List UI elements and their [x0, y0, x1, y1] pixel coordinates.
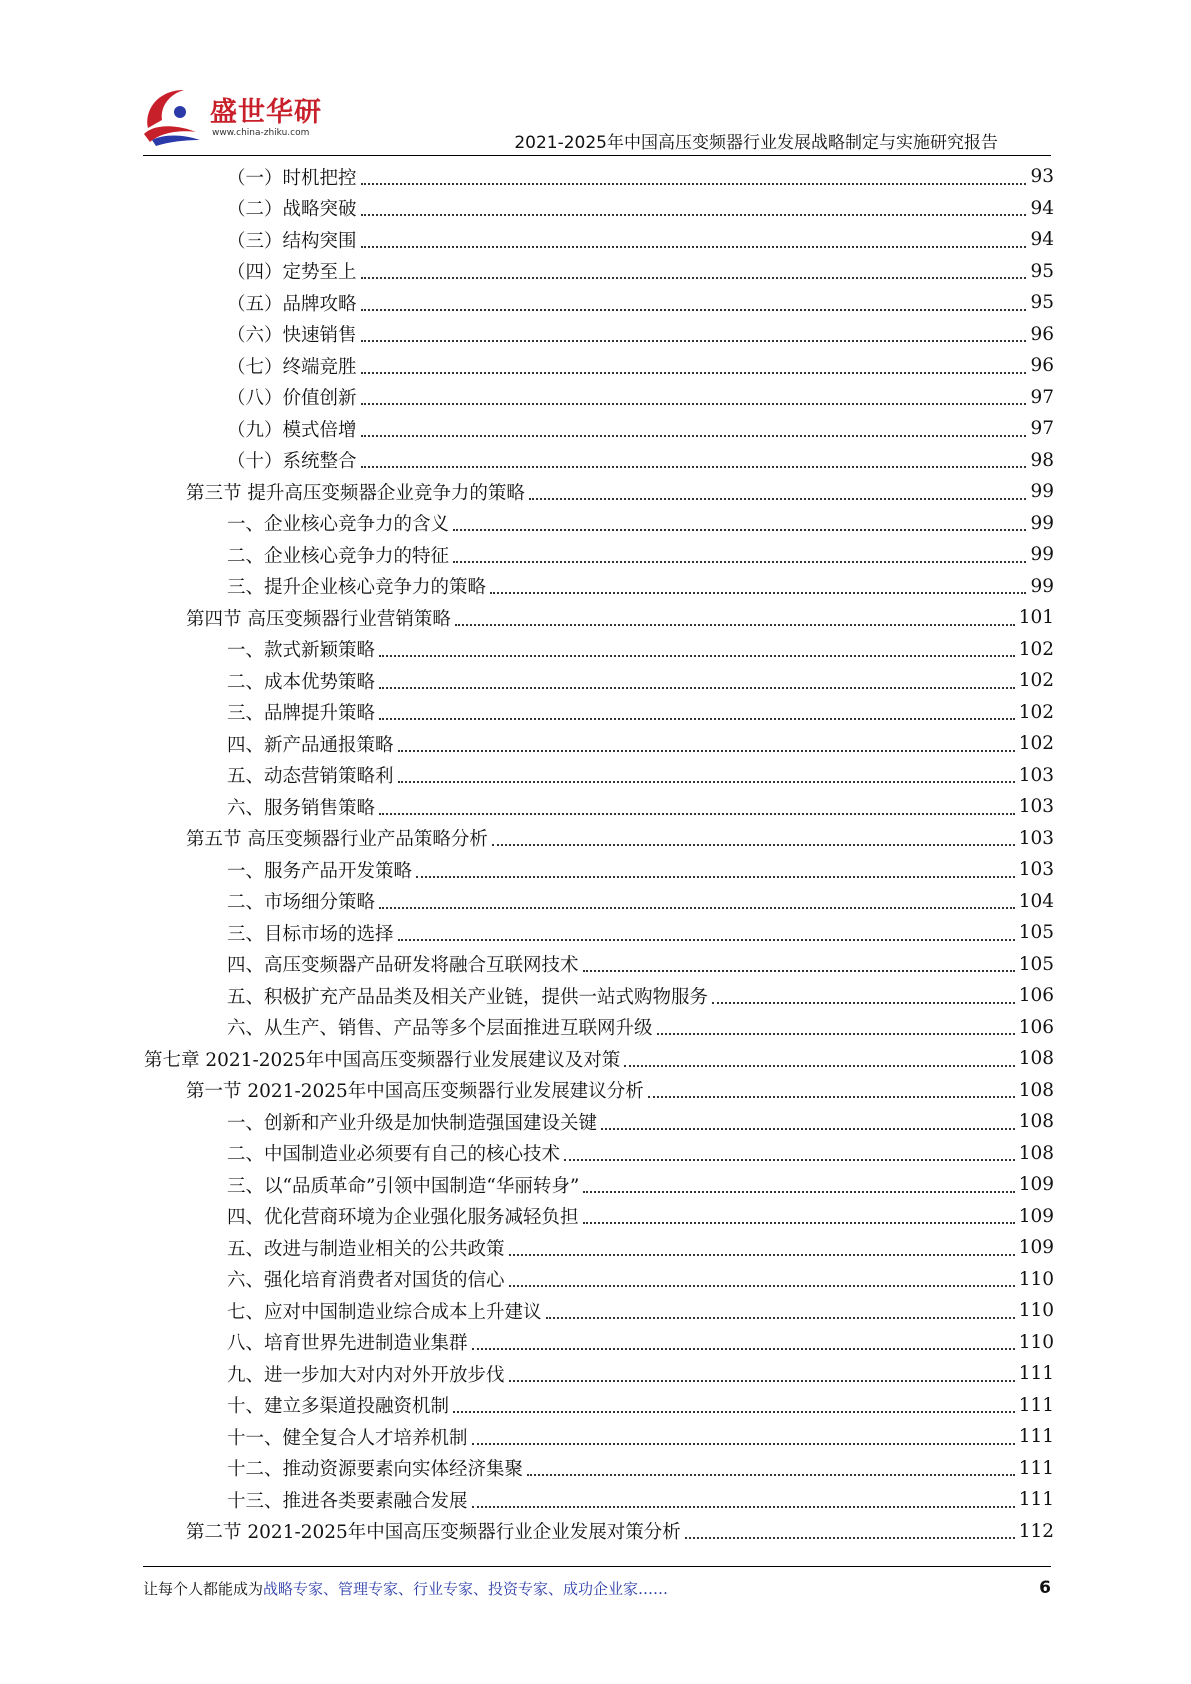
toc-entry-page: 101	[1018, 607, 1054, 629]
toc-dot-leader	[361, 214, 1027, 216]
toc-dot-leader	[361, 403, 1027, 405]
toc-dot-leader	[361, 340, 1027, 342]
header-divider	[143, 155, 1051, 156]
toc-entry-label: （八）价值创新	[227, 388, 357, 410]
toc-entry[interactable]	[227, 1232, 1054, 1264]
toc-dot-leader	[379, 718, 1015, 720]
toc-dot-leader	[455, 624, 1015, 626]
toc-entry-page: 111	[1018, 1394, 1054, 1416]
toc-entry-page: 94	[1030, 197, 1054, 219]
toc-entry-page: 99	[1030, 481, 1054, 503]
toc-entry-page: 97	[1030, 386, 1054, 408]
toc-entry[interactable]	[186, 1516, 1054, 1548]
toc-dot-leader	[416, 876, 1015, 878]
logo-url: www.china-zhiku.com	[212, 128, 310, 138]
toc-entry-label: （五）品牌攻略	[227, 293, 357, 315]
toc-entry[interactable]	[227, 1169, 1054, 1201]
toc-entry[interactable]	[186, 602, 1054, 634]
toc-entry-label: 第二节 2021-2025年中国高压变频器行业企业发展对策分析	[186, 1522, 681, 1544]
toc-entry-page: 102	[1018, 701, 1054, 723]
toc-entry-page: 98	[1030, 449, 1054, 471]
toc-entry-page: 109	[1018, 1237, 1054, 1259]
toc-dot-leader	[601, 1128, 1015, 1130]
toc-entry-page: 106	[1018, 985, 1054, 1007]
page-header	[0, 0, 1191, 160]
toc-dot-leader	[564, 1159, 1015, 1161]
toc-entry-page: 103	[1018, 796, 1054, 818]
toc-entry-page: 106	[1018, 1016, 1054, 1038]
toc-dot-leader	[583, 1191, 1014, 1193]
toc-entry[interactable]	[227, 1484, 1054, 1516]
toc-entry-page: 99	[1030, 512, 1054, 534]
toc-entry-label: 二、企业核心竞争力的特征	[227, 545, 450, 567]
toc-entry-label: （七）终端竞胜	[227, 356, 357, 378]
toc-entry[interactable]	[227, 1327, 1054, 1359]
toc-entry-label: 二、成本优势策略	[227, 671, 376, 693]
toc-entry-label: 六、服务销售策略	[227, 797, 376, 819]
toc-entry-label: 四、优化营商环境为企业强化服务减轻负担	[227, 1207, 579, 1229]
page-number: 6	[1039, 1578, 1051, 1598]
toc-entry[interactable]	[227, 1358, 1054, 1390]
toc-dot-leader	[648, 1096, 1015, 1098]
toc-entry[interactable]	[227, 319, 1054, 351]
toc-entry[interactable]	[227, 980, 1054, 1012]
toc-entry-page: 103	[1018, 859, 1054, 881]
toc-dot-leader	[398, 781, 1015, 783]
toc-entry-page: 104	[1018, 890, 1054, 912]
toc-entry-page: 109	[1018, 1174, 1054, 1196]
toc-entry-label: 八、培育世界先进制造业集群	[227, 1333, 468, 1355]
toc-entry[interactable]	[227, 791, 1054, 823]
toc-entry-page: 99	[1030, 575, 1054, 597]
toc-dot-leader	[509, 1285, 1015, 1287]
toc-entry[interactable]	[227, 350, 1054, 382]
toc-dot-leader	[379, 907, 1015, 909]
toc-dot-leader	[472, 1506, 1015, 1508]
toc-entry-label: 六、强化培育消费者对国货的信心	[227, 1270, 505, 1292]
toc-dot-leader	[361, 435, 1027, 437]
toc-entry-label: 一、服务产品开发策略	[227, 860, 413, 882]
toc-entry[interactable]	[227, 1201, 1054, 1233]
toc-entry-page: 111	[1018, 1489, 1054, 1511]
toc-dot-leader	[583, 970, 1015, 972]
toc-dot-leader	[583, 1222, 1015, 1224]
toc-entry-page: 95	[1030, 292, 1054, 314]
toc-entry-label: 四、高压变频器产品研发将融合互联网技术	[227, 955, 579, 977]
toc-entry[interactable]	[227, 256, 1054, 288]
toc-entry-label: 第五节 高压变频器行业产品策略分析	[186, 829, 488, 851]
toc-entry[interactable]	[227, 382, 1054, 414]
report-title: 2021-2025年中国高压变频器行业发展战略制定与实施研究报告	[514, 133, 998, 153]
toc-entry-page: 103	[1018, 764, 1054, 786]
toc-dot-leader	[712, 1002, 1015, 1004]
toc-entry[interactable]	[227, 1264, 1054, 1296]
toc-dot-leader	[398, 939, 1015, 941]
toc-entry[interactable]	[227, 571, 1054, 603]
toc-entry-page: 105	[1018, 922, 1054, 944]
toc-entry[interactable]	[227, 1390, 1054, 1422]
toc-dot-leader	[453, 529, 1026, 531]
toc-dot-leader	[453, 1411, 1015, 1413]
toc-dot-leader	[379, 655, 1015, 657]
toc-entry[interactable]	[227, 1453, 1054, 1485]
toc-entry-label: 一、企业核心竞争力的含义	[227, 514, 450, 536]
toc-dot-leader	[398, 750, 1015, 752]
toc-dot-leader	[361, 466, 1027, 468]
toc-entry[interactable]	[227, 728, 1054, 760]
toc-dot-leader	[361, 246, 1027, 248]
toc-entry[interactable]	[186, 476, 1054, 508]
toc-entry-page: 93	[1030, 166, 1054, 188]
toc-entry-page: 95	[1030, 260, 1054, 282]
toc-dot-leader	[361, 277, 1027, 279]
toc-entry[interactable]	[227, 224, 1054, 256]
toc-entry-label: 五、动态营销策略利	[227, 766, 394, 788]
toc-entry-label: 第七章 2021-2025年中国高压变频器行业发展建议及对策	[144, 1049, 621, 1071]
toc-dot-leader	[490, 592, 1026, 594]
toc-entry-page: 102	[1018, 638, 1054, 660]
toc-entry[interactable]	[227, 634, 1054, 666]
toc-entry-label: （二）战略突破	[227, 199, 357, 221]
toc-entry[interactable]	[227, 287, 1054, 319]
toc-entry-page: 108	[1018, 1142, 1054, 1164]
logo-swoosh-icon	[140, 84, 206, 148]
toc-entry-label: 三、提升企业核心竞争力的策略	[227, 577, 487, 599]
toc-entry-page: 103	[1018, 827, 1054, 849]
toc-entry[interactable]	[227, 760, 1054, 792]
toc-entry[interactable]	[227, 1012, 1054, 1044]
toc-entry[interactable]	[227, 508, 1054, 540]
footer-slogan-roles: 战略专家、管理专家、行业专家、投资专家、成功企业家……	[263, 1580, 669, 1598]
toc-dot-leader	[361, 372, 1027, 374]
company-logo	[140, 84, 340, 148]
page-footer	[143, 1578, 1051, 1608]
toc-dot-leader	[492, 844, 1015, 846]
toc-entry[interactable]	[227, 665, 1054, 697]
toc-entry-label: （四）定势至上	[227, 262, 357, 284]
toc-entry-page: 108	[1018, 1079, 1054, 1101]
toc-entry[interactable]	[227, 886, 1054, 918]
toc-entry-label: 七、应对中国制造业综合成本上升建议	[227, 1301, 542, 1323]
toc-dot-leader	[472, 1443, 1015, 1445]
toc-entry[interactable]	[227, 697, 1054, 729]
toc-entry[interactable]	[144, 1043, 1054, 1075]
toc-dot-leader	[361, 309, 1027, 311]
footer-divider	[143, 1566, 1051, 1567]
toc-entry-label: 第三节 提升高压变频器企业竞争力的策略	[186, 482, 525, 504]
toc-entry-label: 十一、健全复合人才培养机制	[227, 1427, 468, 1449]
toc-dot-leader	[527, 1474, 1015, 1476]
toc-entry-page: 96	[1030, 323, 1054, 345]
toc-entry-label: 六、从生产、销售、产品等多个层面推进互联网升级	[227, 1018, 653, 1040]
toc-entry[interactable]	[227, 1106, 1054, 1138]
toc-entry-page: 109	[1018, 1205, 1054, 1227]
toc-entry-label: （三）结构突围	[227, 230, 357, 252]
toc-entry[interactable]	[227, 413, 1054, 445]
toc-entry-label: 九、进一步加大对内对外开放步伐	[227, 1364, 505, 1386]
toc-dot-leader	[379, 687, 1015, 689]
toc-dot-leader	[361, 183, 1027, 185]
toc-entry-page: 110	[1018, 1331, 1054, 1353]
toc-entry-page: 94	[1030, 229, 1054, 251]
toc-entry-page: 111	[1018, 1363, 1054, 1385]
toc-entry-page: 102	[1018, 670, 1054, 692]
toc-entry-label: （一）时机把控	[227, 167, 357, 189]
toc-dot-leader	[529, 498, 1027, 500]
toc-entry-label: 二、市场细分策略	[227, 892, 376, 914]
toc-dot-leader	[379, 813, 1015, 815]
toc-entry[interactable]	[227, 1295, 1054, 1327]
toc-entry-page: 111	[1018, 1457, 1054, 1479]
table-of-contents	[0, 161, 1191, 1547]
toc-entry-label: 一、款式新颖策略	[227, 640, 376, 662]
toc-entry[interactable]	[227, 161, 1054, 193]
toc-entry-page: 102	[1018, 733, 1054, 755]
toc-entry-label: （六）快速销售	[227, 325, 357, 347]
toc-dot-leader	[657, 1033, 1015, 1035]
toc-dot-leader	[624, 1065, 1014, 1067]
toc-entry-label: 四、新产品通报策略	[227, 734, 394, 756]
toc-entry-page: 110	[1018, 1268, 1054, 1290]
toc-entry-page: 105	[1018, 953, 1054, 975]
toc-entry-label: 十、建立多渠道投融资机制	[227, 1396, 450, 1418]
toc-dot-leader	[509, 1254, 1015, 1256]
toc-entry[interactable]	[227, 539, 1054, 571]
footer-slogan-prefix: 让每个人都能成为	[143, 1580, 264, 1598]
toc-entry-label: 一、创新和产业升级是加快制造强国建设关键	[227, 1112, 598, 1134]
toc-entry-page: 112	[1018, 1520, 1054, 1542]
toc-dot-leader	[546, 1317, 1015, 1319]
toc-entry-page: 108	[1018, 1048, 1054, 1070]
toc-entry-page: 110	[1018, 1300, 1054, 1322]
toc-entry[interactable]	[186, 823, 1054, 855]
toc-entry[interactable]	[227, 1421, 1054, 1453]
toc-entry-label: 三、目标市场的选择	[227, 923, 394, 945]
toc-entry-page: 111	[1018, 1426, 1054, 1448]
toc-entry-label: 十二、推动资源要素向实体经济集聚	[227, 1459, 524, 1481]
toc-entry-label: 第四节 高压变频器行业营销策略	[186, 608, 451, 630]
toc-entry-label: 五、积极扩充产品品类及相关产业链，提供一站式购物服务	[227, 986, 709, 1008]
toc-entry-label: 五、改进与制造业相关的公共政策	[227, 1238, 505, 1260]
toc-entry-page: 108	[1018, 1111, 1054, 1133]
logo-name: 盛世华研	[210, 97, 322, 128]
toc-entry-label: （十）系统整合	[227, 451, 357, 473]
toc-entry-label: （九）模式倍增	[227, 419, 357, 441]
toc-entry-label: 三、以“品质革命”引领中国制造“华丽转身”	[227, 1175, 580, 1197]
toc-entry[interactable]	[227, 1138, 1054, 1170]
toc-entry-page: 97	[1030, 418, 1054, 440]
toc-entry-label: 第一节 2021-2025年中国高压变频器行业发展建议分析	[186, 1081, 644, 1103]
toc-entry[interactable]	[227, 445, 1054, 477]
toc-entry[interactable]	[227, 949, 1054, 981]
toc-entry[interactable]	[186, 1075, 1054, 1107]
toc-entry-label: 十三、推进各类要素融合发展	[227, 1490, 468, 1512]
toc-dot-leader	[453, 561, 1026, 563]
toc-entry-label: 三、品牌提升策略	[227, 703, 376, 725]
toc-dot-leader	[685, 1537, 1015, 1539]
toc-entry[interactable]	[227, 193, 1054, 225]
toc-entry[interactable]	[227, 854, 1054, 886]
toc-dot-leader	[472, 1348, 1015, 1350]
toc-entry-page: 96	[1030, 355, 1054, 377]
toc-entry-page: 99	[1030, 544, 1054, 566]
toc-dot-leader	[509, 1380, 1015, 1382]
toc-entry-label: 二、中国制造业必须要有自己的核心技术	[227, 1144, 561, 1166]
toc-entry[interactable]	[227, 917, 1054, 949]
